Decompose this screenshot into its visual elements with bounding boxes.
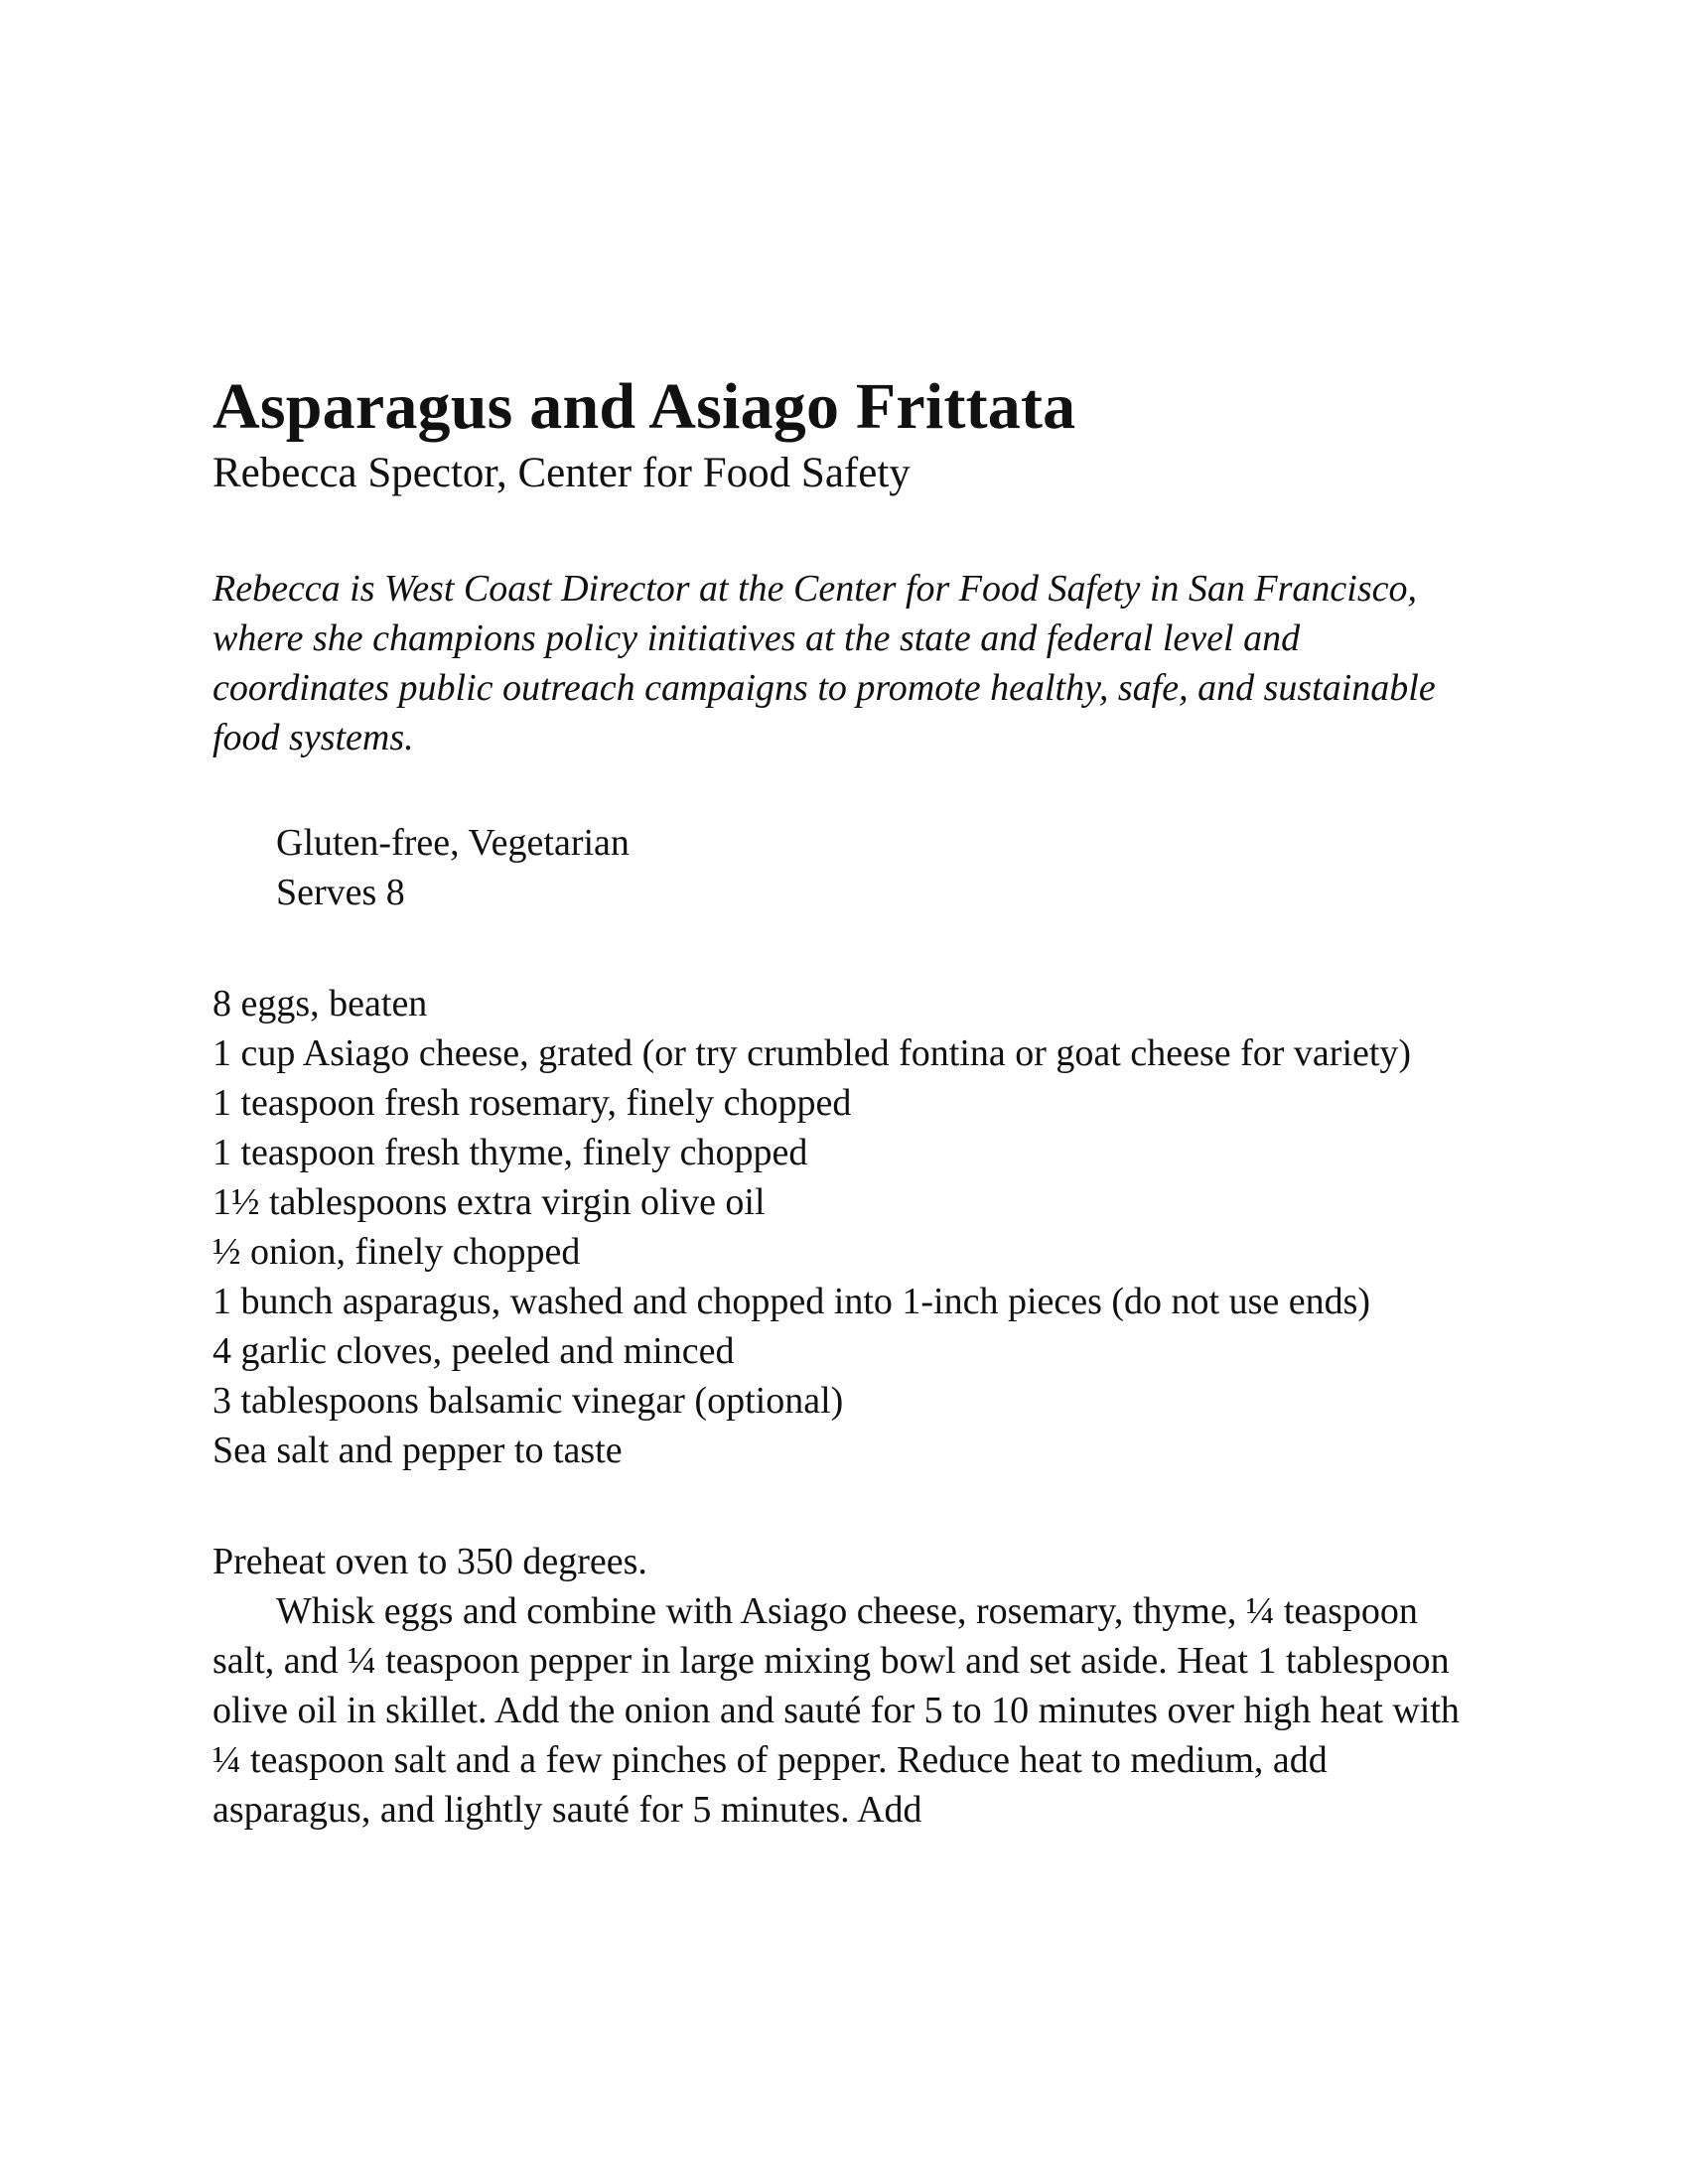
diet-tags: Gluten-free, Vegetarian [276,822,630,864]
ingredient-item: 1½ tablespoons extra virgin olive oil [212,1181,766,1223]
ingredient-item: 1 teaspoon fresh rosemary, finely chopped [212,1082,852,1124]
instruction-step: Whisk eggs and combine with Asiago cheese, rosemary, thyme, ¼ teaspoon salt, and ¼ teaspoon pepper in large mixing bowl and set aside. Heat 1 tablespoon olive oil in skillet. Add the onion and sauté for 5 to 10 minutes over high heat with ¼ teaspoon salt and a few pinches of pepper. Reduce heat to medium, add asparagus, and lightly sauté for 5 minutes. Add [212,1590,1460,1831]
author-bio: Rebecca is West Coast Director at the Center for Food Safety in San Francisco, where she champions policy initiatives at the state and federal level and coordinates public outreach campaigns to promote healthy, safe, and sustainable food systems. [212,568,1436,758]
ingredient-list [212,979,1477,1475]
ingredient-item: 8 eggs, beaten [212,983,428,1024]
instructions [212,1537,1477,1835]
ingredient-item: 4 garlic cloves, peeled and minced [212,1330,735,1372]
ingredient-item: ½ onion, finely chopped [212,1231,581,1273]
ingredient-item: Sea salt and pepper to taste [212,1430,623,1471]
ingredient-item: 1 cup Asiago cheese, grated (or try crumbled fontina or goat cheese for variety) [212,1032,1412,1074]
recipe-meta [276,818,1477,917]
recipe-title: Asparagus and Asiago Frittata [212,370,1076,443]
ingredient-item: 3 tablespoons balsamic vinegar (optional) [212,1380,844,1422]
recipe-page [212,367,1477,1835]
recipe-byline: Rebecca Spector, Center for Food Safety [212,450,911,496]
instruction-step: Preheat oven to 350 degrees. [212,1541,647,1582]
servings: Serves 8 [276,872,405,913]
ingredient-item: 1 bunch asparagus, washed and chopped into 1-inch pieces (do not use ends) [212,1281,1371,1322]
ingredient-item: 1 teaspoon fresh thyme, finely chopped [212,1132,808,1173]
